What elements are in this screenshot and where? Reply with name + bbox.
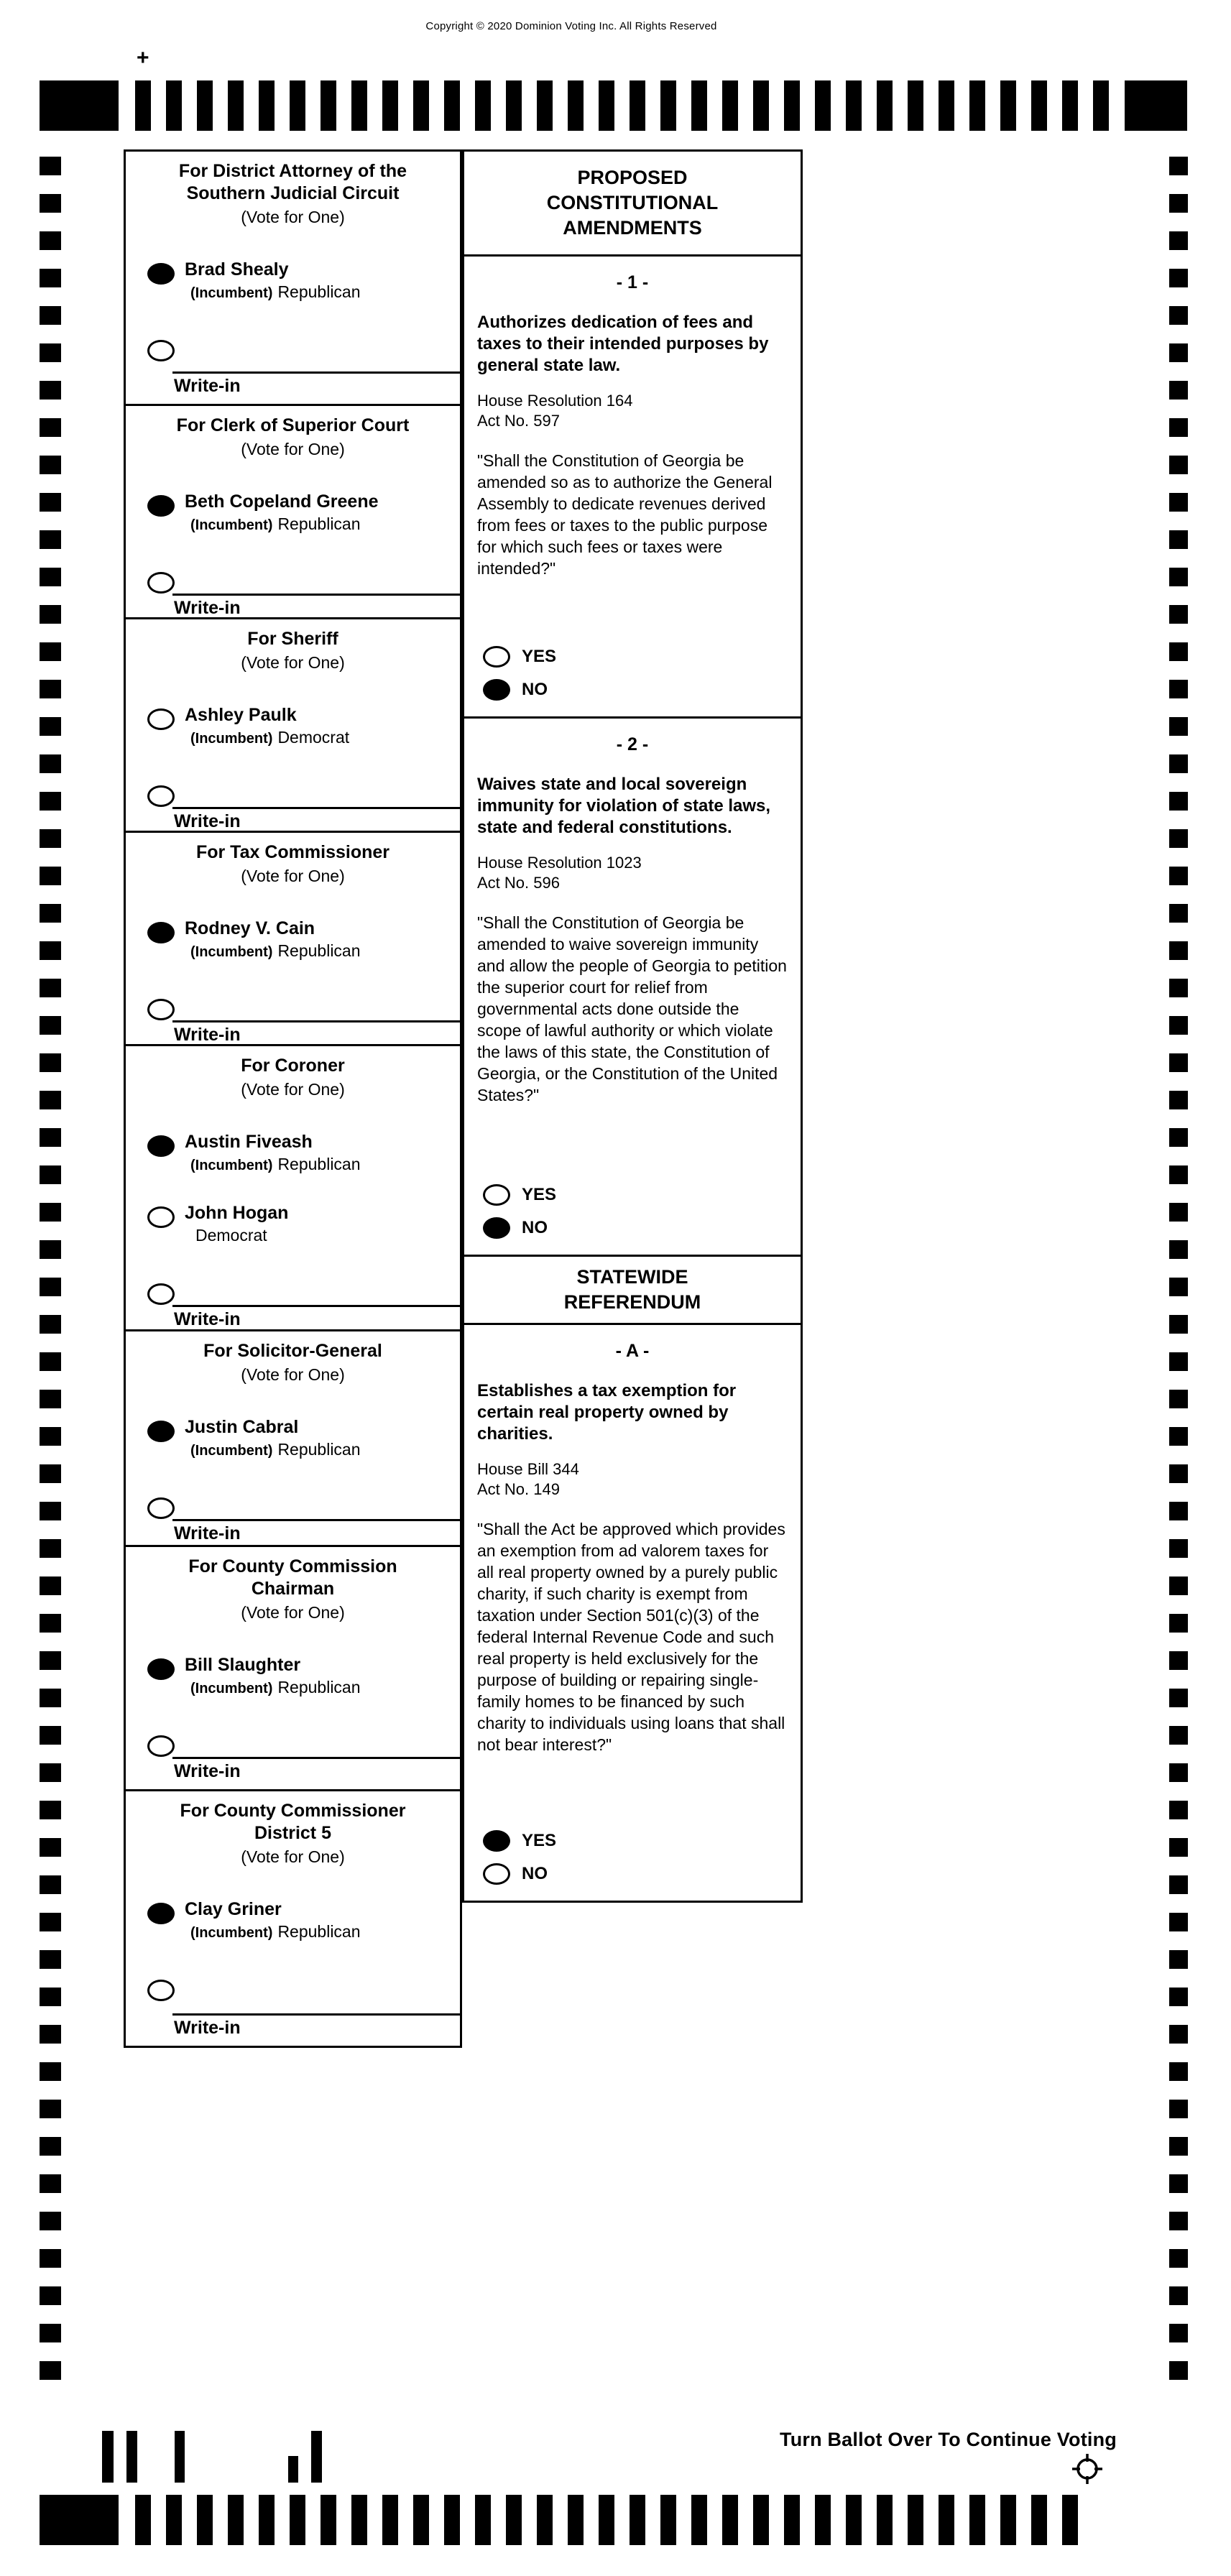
selection-oval[interactable] [147,999,175,1020]
write-in-area[interactable] [172,371,460,398]
contest-title: For Clerk of Superior Court [176,415,410,435]
candidate-row [133,919,453,961]
vote-instruction: (Vote for One) [241,653,345,672]
candidate-party-line [185,942,361,961]
timing-band-bottom-bars [135,2495,1078,2545]
party-label: Republican [277,282,361,301]
candidate-party-line [185,1155,361,1175]
contest-box [124,831,462,1046]
selection-oval[interactable] [147,263,175,285]
measure-authority: House Resolution 164 Act No. 597 [477,392,633,430]
selection-oval[interactable] [147,1206,175,1228]
section-header-box [462,149,803,257]
candidate-row [133,260,453,303]
candidate-text [185,260,361,303]
timing-marks-left [40,157,61,2380]
contest-title: For Solicitor-General [203,1341,382,1361]
stub-barcode-bar [288,2456,298,2483]
contest-title: For District Attorney of the Southern Judicial Circuit [178,161,407,203]
measure-option-row [477,1830,788,1852]
section-header-box [462,1255,803,1325]
measure-option-row [477,1863,788,1885]
registration-plus-icon: + [137,46,149,70]
write-in-choice-row [133,1977,453,2001]
candidate-name: Beth Copeland Greene [185,491,379,512]
measure-box [462,1323,803,1903]
candidate-name: Ashley Paulk [185,705,297,725]
selection-oval[interactable] [483,1830,510,1852]
write-in-area[interactable] [172,1757,460,1783]
candidate-row [133,1418,453,1460]
candidate-text [185,1656,361,1698]
option-label: YES [522,1185,557,1204]
write-in-choice-row [133,996,453,1020]
stub-barcode-bar [175,2431,185,2483]
party-label: Democrat [195,1226,267,1245]
measure-summary: Establishes a tax exemption for certain real property owned by charities. [477,1381,737,1444]
candidate-party-line [185,1679,361,1698]
option-label: NO [522,1864,548,1883]
candidate-text [185,706,349,748]
party-label: Republican [277,1155,361,1173]
measure-column [462,149,803,1903]
candidate-text [185,1418,361,1460]
candidate-text [185,1900,361,1942]
party-label: Republican [277,941,361,960]
incumbent-label: (Incumbent) [190,517,273,533]
measure-authority: House Resolution 1023 Act No. 596 [477,854,642,892]
candidate-name: Rodney V. Cain [185,918,315,938]
write-in-choice-row [133,1280,453,1305]
incumbent-label: (Incumbent) [190,1158,273,1173]
candidate-text [185,492,379,535]
registration-target-icon [1071,2452,1104,2485]
candidate-party-line [185,283,361,303]
candidate-party-line [185,1441,361,1460]
candidate-list [133,1622,453,1698]
option-label: YES [522,647,557,666]
measure-box [462,716,803,1257]
option-label: NO [522,1218,548,1237]
timing-band-top-left-block [40,80,119,131]
measure-option-row [477,679,788,701]
candidate-list [133,459,453,535]
stub-number: 51 [309,2447,321,2459]
option-list [477,1819,788,1891]
write-in-area[interactable] [172,2013,460,2040]
incumbent-label: (Incumbent) [190,944,273,960]
write-in-area[interactable] [172,594,460,619]
candidate-name: John Hogan [185,1203,289,1223]
stub-barcode-bar [126,2431,137,2483]
candidate-text [185,1204,288,1246]
party-label: Republican [277,1922,361,1941]
candidate-list [133,1099,453,1246]
measure-question: "Shall the Constitution of Georgia be amended so as to authorize the General Assembly to dedicate revenues derived from fees or taxes to the public purpose for which such fees or taxes were intended?" [477,451,773,578]
incumbent-label: (Incumbent) [190,731,273,747]
timing-band-top-bars [135,80,1110,131]
candidate-name: Bill Slaughter [185,1655,301,1675]
measure-option-row [477,1184,788,1206]
measure-number: - 2 - [616,734,649,754]
selection-oval[interactable] [483,646,510,668]
candidate-name: Clay Griner [185,1899,282,1919]
selection-oval[interactable] [147,785,175,807]
candidate-list [133,1385,453,1460]
measure-option-row [477,1217,788,1239]
write-in-area[interactable] [172,807,460,833]
selection-oval[interactable] [147,1283,175,1305]
candidate-party-line [185,1923,361,1942]
selection-oval[interactable] [147,1497,175,1519]
selection-oval[interactable] [147,1980,175,2001]
write-in-label: Write-in [174,1309,241,1329]
vote-instruction: (Vote for One) [241,1365,345,1384]
section-header-text: STATEWIDE REFERENDUM [563,1266,701,1313]
timing-band-bottom-left-block [40,2495,119,2545]
stub-barcode-bar [102,2431,114,2483]
write-in-label: Write-in [174,376,241,396]
option-label: YES [522,1831,557,1850]
vote-instruction: (Vote for One) [241,867,345,885]
selection-oval[interactable] [147,708,175,730]
selection-oval[interactable] [147,1903,175,1924]
selection-oval[interactable] [147,1421,175,1442]
contest-title: For Sheriff [247,629,338,649]
party-label: Democrat [277,728,350,747]
candidate-row [133,1900,453,1942]
contest-title: For Tax Commissioner [195,842,390,862]
timing-band-top-right-block [1125,80,1187,131]
selection-oval[interactable] [483,1863,510,1885]
contest-box [124,1789,462,2048]
contest-title: For County Commission Chairman [188,1556,397,1599]
timing-marks-right [1169,157,1188,2380]
incumbent-label: (Incumbent) [190,1681,273,1696]
candidate-list [133,1867,453,1942]
measure-question: "Shall the Constitution of Georgia be amended to waive sovereign immunity and allow the people of Georgia to petition the superior court for relief from governmental acts done outside the scope of lawful authority or which violate the laws of this state, the Constitution of Georgia, or the Constitution of the United States?" [477,913,787,1104]
selection-oval[interactable] [483,1184,510,1206]
write-in-label: Write-in [174,1523,241,1543]
write-in-choice-row [133,569,453,594]
party-label: Republican [277,514,361,533]
selection-oval[interactable] [483,1217,510,1239]
option-label: NO [522,680,548,699]
write-in-choice-row [133,783,453,807]
candidate-party-line [185,1227,288,1246]
selection-oval[interactable] [147,340,175,361]
selection-oval[interactable] [147,495,175,517]
candidate-party-line [185,729,349,748]
candidate-name: Brad Shealy [185,259,289,280]
measure-summary: Waives state and local sovereign immunity for violation of state laws, state and federal constitutions. [477,775,771,837]
measure-question: "Shall the Act be approved which provides an exemption from ad valorem taxes for all real property owned by a purely public charity, if such charity is exempt from taxation under Section 501(c)(3) of the federal Internal Revenue Code and such real property is held exclusively for the purpose of building or repairing single-family homes to be financed by such charity to individuals using loans that shall not bear interest?" [477,1520,785,1754]
write-in-label: Write-in [174,811,241,831]
incumbent-label: (Incumbent) [190,1443,273,1459]
contest-title: For County Commissioner District 5 [180,1801,406,1843]
vote-instruction: (Vote for One) [241,208,345,226]
vote-instruction: (Vote for One) [241,1847,345,1866]
vote-instruction: (Vote for One) [241,1603,345,1622]
candidate-text [185,1132,361,1175]
selection-oval[interactable] [147,922,175,943]
measure-summary: Authorizes dedication of fees and taxes to their intended purposes by general state law. [477,313,769,375]
candidate-row [133,1204,453,1246]
candidate-row [133,1656,453,1698]
write-in-area[interactable] [172,1519,460,1546]
write-in-choice-row [133,1495,453,1519]
option-list [477,1173,788,1245]
contest-box [124,1545,462,1791]
option-list [477,634,788,706]
selection-oval[interactable] [483,679,510,701]
write-in-label: Write-in [174,2018,241,2038]
contest-box [124,1329,462,1547]
write-in-label: Write-in [174,1025,241,1045]
candidate-row [133,492,453,535]
contest-box [124,617,462,833]
incumbent-label: (Incumbent) [190,1925,273,1941]
measure-box [462,254,803,719]
selection-oval[interactable] [147,1658,175,1680]
copyright-text: Copyright © 2020 Dominion Voting Inc. All Rights Reserved [425,20,717,32]
party-label: Republican [277,1678,361,1696]
contest-title: For Coroner [241,1056,345,1076]
party-label: Republican [277,1440,361,1459]
selection-oval[interactable] [147,1135,175,1157]
candidate-name: Justin Cabral [185,1417,299,1437]
write-in-area[interactable] [172,1305,460,1331]
contest-box [124,1044,462,1331]
vote-instruction: (Vote for One) [241,1080,345,1099]
write-in-area[interactable] [172,1020,460,1046]
candidate-name: Austin Fiveash [185,1132,313,1152]
section-header-text: PROPOSED CONSTITUTIONAL AMENDMENTS [546,167,719,239]
candidate-list [133,227,453,303]
measure-number: - 1 - [616,272,649,292]
incumbent-label: (Incumbent) [190,285,273,301]
write-in-choice-row [133,337,453,361]
candidate-list [133,673,453,748]
candidate-party-line [185,515,379,535]
selection-oval[interactable] [147,572,175,594]
candidate-row [133,1132,453,1175]
write-in-choice-row [133,1732,453,1757]
contest-box [124,404,462,619]
candidate-list [133,886,453,961]
candidate-row [133,706,453,748]
contest-column [124,149,462,2048]
write-in-label: Write-in [174,598,241,618]
selection-oval[interactable] [147,1735,175,1757]
candidate-text [185,919,361,961]
measure-option-row [477,646,788,668]
contest-box [124,149,462,406]
write-in-label: Write-in [174,1761,241,1781]
measure-number: - A - [615,1341,650,1361]
measure-authority: House Bill 344 Act No. 149 [477,1460,579,1498]
turn-ballot-over-text: Turn Ballot Over To Continue Voting [780,2429,1117,2450]
vote-instruction: (Vote for One) [241,440,345,458]
